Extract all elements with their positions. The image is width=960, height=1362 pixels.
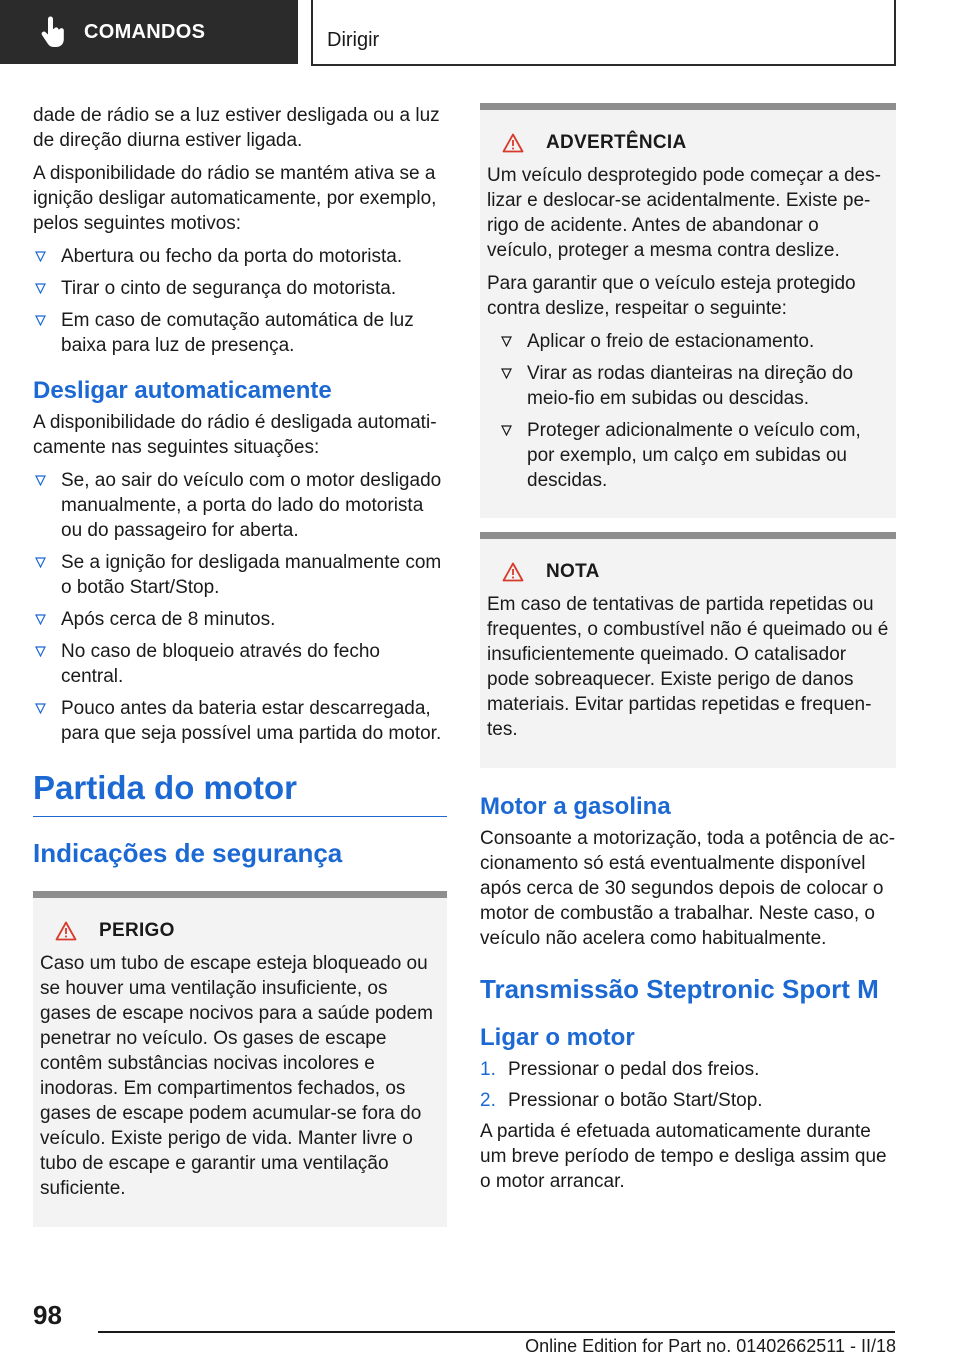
danger-text: Caso um tubo de escape esteja bloqueado ou se houver uma ventilação insuficiente, os gases de escape nocivos para a saúde podem penetrar no veículo. Os gases de escape contêm substâncias nocivas incolores e inodoras. Em compartimentos fechados, os gases de escape podem acumular-se fora do veículo. Existe perigo de vida. Manter livre o tubo de escape e garantir uma ventilação suficiente. — [40, 953, 433, 1199]
page-title: Partida do motor — [33, 768, 447, 817]
danger-title-text: PERIGO — [99, 920, 175, 941]
subheading-auto-off: Desligar automaticamente — [33, 377, 332, 404]
list-item: Abertura ou fecho da porta do motorista. — [33, 244, 447, 269]
triangle-bullet-icon — [501, 336, 512, 347]
paragraph: A disponibilidade do rádio é desligada automaticamente nas seguintes situações: — [33, 412, 437, 458]
note-text: Em caso de tentativas de partida repetidas ou frequentes, o combustível não é queimado ou é insuficientemente queimado. O catalisador pode sobreaquecer. Existe perigo de danos materiais. Evitar partidas repetidas e frequentes. — [487, 594, 889, 740]
note-title-text: NOTA — [546, 561, 600, 582]
footer-edition: Online Edition for Part no. 01402662511 - II/18 — [525, 1336, 896, 1356]
bullet-list — [33, 244, 447, 358]
subheading-gasoline: Motor a gasolina — [480, 793, 671, 820]
bullet-list — [33, 468, 447, 746]
left-column — [33, 103, 447, 1227]
triangle-bullet-icon — [35, 283, 46, 294]
triangle-bullet-icon — [35, 614, 46, 625]
paragraph: dade de rádio se a luz estiver desligada ou a luz de direção diurna estiver ligada. — [33, 105, 440, 151]
list-item: Virar as rodas dianteiras na direção do meio-fio em subidas ou descidas. — [499, 361, 889, 411]
numbered-list — [480, 1057, 896, 1113]
list-item: Tirar o cinto de segurança do motorista. — [33, 276, 447, 301]
note-title — [487, 559, 889, 584]
page-number: 98 — [33, 1300, 62, 1330]
section-heading-transmission: Transmissão Steptronic Sport M — [480, 974, 879, 1004]
right-column — [480, 103, 896, 1202]
list-item: Se a ignição for desligada manualmente com o botão Start/Stop. — [33, 550, 447, 600]
warning-text: Um veículo desprotegido pode começar a deslizar e deslocar-se acidentalmente. Existe perigo de acidente. Antes de abandonar o veículo, proteger a mesma contra deslize. — [487, 165, 881, 261]
triangle-bullet-icon — [35, 703, 46, 714]
list-item: Proteger adicionalmente o veículo com, por exemplo, um calço em subidas ou descidas. — [499, 418, 889, 493]
triangle-bullet-icon — [35, 251, 46, 262]
chapter-tab-label: COMANDOS — [84, 20, 206, 43]
list-item: Se, ao sair do veículo com o motor desligado manualmente, a porta do lado do motorista ou do passageiro for aberta. — [33, 468, 447, 543]
subheading-start-engine: Ligar o motor — [480, 1024, 635, 1051]
warning-box — [480, 103, 896, 518]
warning-triangle-icon — [502, 133, 524, 153]
section-header-label: Dirigir — [327, 29, 380, 51]
warning-title-text: ADVERTÊNCIA — [546, 132, 687, 153]
triangle-bullet-icon — [35, 557, 46, 568]
warning-text: Para garantir que o veículo esteja protegido contra deslize, respeitar o seguinte: — [487, 273, 856, 319]
paragraph: A partida é efetuada automaticamente durante um breve período de tempo e desliga assim que o motor arrancar. — [480, 1121, 887, 1192]
paragraph: A disponibilidade do rádio se mantém ativa se a ignição desligar automaticamente, por exemplo, pelos seguintes motivos: — [33, 163, 437, 234]
triangle-bullet-icon — [501, 425, 512, 436]
list-item: 1. Pressionar o pedal dos freios. — [480, 1059, 760, 1080]
triangle-bullet-icon — [501, 368, 512, 379]
triangle-bullet-icon — [35, 315, 46, 326]
note-box — [480, 532, 896, 768]
hand-pointer-icon — [38, 15, 68, 49]
chapter-tab[interactable] — [0, 0, 298, 64]
paragraph: Consoante a motorização, toda a potência de accionamento só está eventualmente disponível após cerca de 30 segundos depois de colocar o motor de combustão a trabalhar. Neste caso, o veículo não acelera como habitualmente. — [480, 828, 896, 949]
section-header — [311, 0, 896, 66]
list-item: Após cerca de 8 minutos. — [33, 607, 447, 632]
danger-box — [33, 891, 447, 1227]
list-item: 2. Pressionar o botão Start/Stop. — [480, 1090, 763, 1111]
warning-triangle-icon — [55, 921, 77, 941]
list-item: No caso de bloqueio através do fecho central. — [33, 639, 447, 689]
warning-triangle-icon — [502, 562, 524, 582]
warning-title — [487, 130, 889, 155]
list-item: Aplicar o freio de estacionamento. — [499, 329, 889, 354]
list-item: Pouco antes da bateria estar descarregada, para que seja possível uma partida do motor. — [33, 696, 447, 746]
footer-divider — [98, 1331, 895, 1333]
bullet-list — [499, 329, 889, 493]
section-heading-safety: Indicações de segurança — [33, 838, 343, 868]
danger-title — [40, 918, 440, 943]
triangle-bullet-icon — [35, 475, 46, 486]
list-item: Em caso de comutação automática de luz baixa para luz de presença. — [33, 308, 447, 358]
triangle-bullet-icon — [35, 646, 46, 657]
